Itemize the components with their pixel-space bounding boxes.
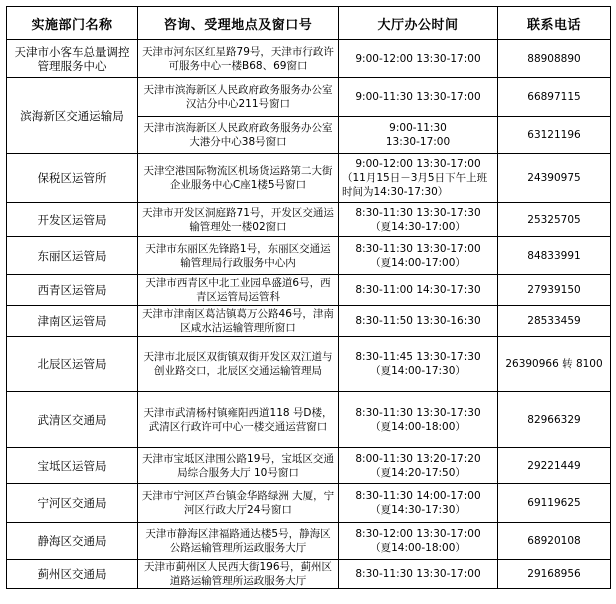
dept-cell: 北辰区运管局 [7,337,138,392]
table-row [7,237,611,275]
table-row [7,306,611,337]
phone-cell: 25325705 [498,203,611,237]
hours-note: （夏14:30-17:00） [370,220,466,233]
location-cell: 天津市河东区红星路79号，天津市行政许可服务中心一楼B68、69窗口 [138,40,339,78]
hours-note: （夏14:00-17:30） [370,365,466,377]
hours-text: 9:00-11:30 [389,122,447,134]
hours-cell [339,337,498,392]
location-cell: 天津市滨海新区人民政府政务服务办公室大港分中心38号窗口 [138,117,339,154]
location-cell: 天津空港国际物流区机场货运路第二大街企业服务中心C座1楼5号窗口 [138,154,339,203]
hours-text: 8:30-11:00 14:30-17:30 [355,284,481,296]
location-cell: 天津市静海区津福路通达楼5号，静海区公路运输管理所运政服务大厅 [138,523,339,560]
hours-cell [339,117,498,154]
hours-cell [339,448,498,484]
hours-text: 8:30-11:30 13:30-17:00 [355,568,481,580]
dept-cell: 天津市小客车总量调控管理服务中心 [7,40,138,78]
hours-text: 9:00-12:00 13:30-17:00 [355,158,481,170]
hours-text: 8:30-11:45 13:30-17:30 [355,351,481,363]
table-row [7,203,611,237]
phone-cell: 66897115 [498,78,611,117]
dept-cell: 开发区运管局 [7,203,138,237]
dept-cell: 东丽区运管局 [7,237,138,275]
office-hours-table [6,6,611,589]
hours-note: （夏14:30-17:30） [370,504,466,516]
hours-text: 8:30-11:30 13:30-17:30 [355,406,481,419]
header-dept: 实施部门名称 [7,7,138,40]
hours-cell [339,560,498,589]
hours-text: 8:30-11:30 13:30-17:00 [355,242,481,255]
hours-text: 8:30-11:50 13:30-16:30 [355,315,481,327]
phone-cell: 63121196 [498,117,611,154]
table-row [7,484,611,523]
dept-cell: 保税区运管所 [7,154,138,203]
phone-cell: 88908890 [498,40,611,78]
hours-note: （夏14:00-17:00） [370,256,466,269]
phone-cell: 29168956 [498,560,611,589]
location-cell: 天津市北辰区双街镇双街开发区双江道与创业路交口，北辰区交通运输管理局 [138,337,339,392]
dept-cell: 宝坻区运管局 [7,448,138,484]
location-cell: 天津市西青区中北工业园阜盛道6号，西青区运管局运管科 [138,275,339,306]
table-row [7,392,611,448]
location-cell: 天津市宝坻区津围公路19号，宝坻区交通局综合服务大厅 10号窗口 [138,448,339,484]
phone-cell: 27939150 [498,275,611,306]
hours-cell [339,484,498,523]
hours-note: （夏14:00-18:00） [370,542,466,554]
location-cell: 天津市宁河区芦台镇金华路绿洲 大厦，宁河区行政大厅24号窗口 [138,484,339,523]
phone-cell: 28533459 [498,306,611,337]
hours-cell [339,523,498,560]
table-row [7,337,611,392]
location-cell: 天津市东丽区先锋路1号，东丽区交通运输管理局行政服务中心内 [138,237,339,275]
phone-cell: 82966329 [498,392,611,448]
hours-note: 13:30-17:00 [385,136,451,148]
table-row [7,275,611,306]
hours-text: 8:30-12:00 13:30-17:00 [355,528,481,540]
dept-cell: 宁河区交通局 [7,484,138,523]
hours-cell [339,40,498,78]
location-cell: 天津市蓟州区人民西大街196号，蓟州区道路运输管理所运政服务大厅 [138,560,339,589]
table-row [7,40,611,78]
hours-cell [339,392,498,448]
dept-cell: 武清区交通局 [7,392,138,448]
dept-cell: 西青区运管局 [7,275,138,306]
header-hours: 大厅办公时间 [339,7,498,40]
hours-text: 9:00-12:00 13:30-17:00 [355,52,481,65]
hours-cell [339,237,498,275]
hours-text: 8:00-11:30 13:20-17:20 [355,452,481,465]
dept-cell: 津南区运管局 [7,306,138,337]
dept-cell: 滨海新区交通运输局 [7,78,138,154]
hours-cell [339,306,498,337]
location-cell: 天津市开发区洞庭路71号，开发区交通运输管理处一楼02窗口 [138,203,339,237]
phone-cell: 69119625 [498,484,611,523]
hours-cell [339,154,498,203]
hours-cell [339,275,498,306]
phone-cell: 24390975 [498,154,611,203]
hours-note: （夏14:20-17:50） [370,466,466,479]
header-row [7,7,611,40]
hours-cell [339,78,498,117]
table-row [7,523,611,560]
dept-cell: 静海区交通局 [7,523,138,560]
hours-cell [339,203,498,237]
hours-text: 8:30-11:30 13:30-17:30 [355,206,481,219]
phone-cell: 26390966 转 8100 [498,337,611,392]
location-cell: 天津市滨海新区人民政府政务服务办公室汉沽分中心211号窗口 [138,78,339,117]
hours-note: （11月15日－3月5日下午上班时间为14:30-17:30） [342,172,488,198]
hours-text: 9:00-11:30 13:30-17:00 [355,91,481,103]
phone-cell: 84833991 [498,237,611,275]
phone-cell: 29221449 [498,448,611,484]
table-row [7,78,611,117]
hours-text: 8:30-11:30 14:00-17:00 [355,490,481,502]
table-row [7,154,611,203]
location-cell: 天津市武清杨村镇雍阳西道118 号D楼，武清区行政许可中心一楼交通运营窗口 [138,392,339,448]
header-location: 咨询、受理地点及窗口号 [138,7,339,40]
location-cell: 天津市津南区葛沽镇葛万公路46号，津南区咸水沽运输管理所窗口 [138,306,339,337]
header-phone: 联系电话 [498,7,611,40]
hours-note: （夏14:00-18:00） [370,420,466,433]
phone-cell: 68920108 [498,523,611,560]
dept-cell: 蓟州区交通局 [7,560,138,589]
table-row [7,448,611,484]
table-row [7,560,611,589]
